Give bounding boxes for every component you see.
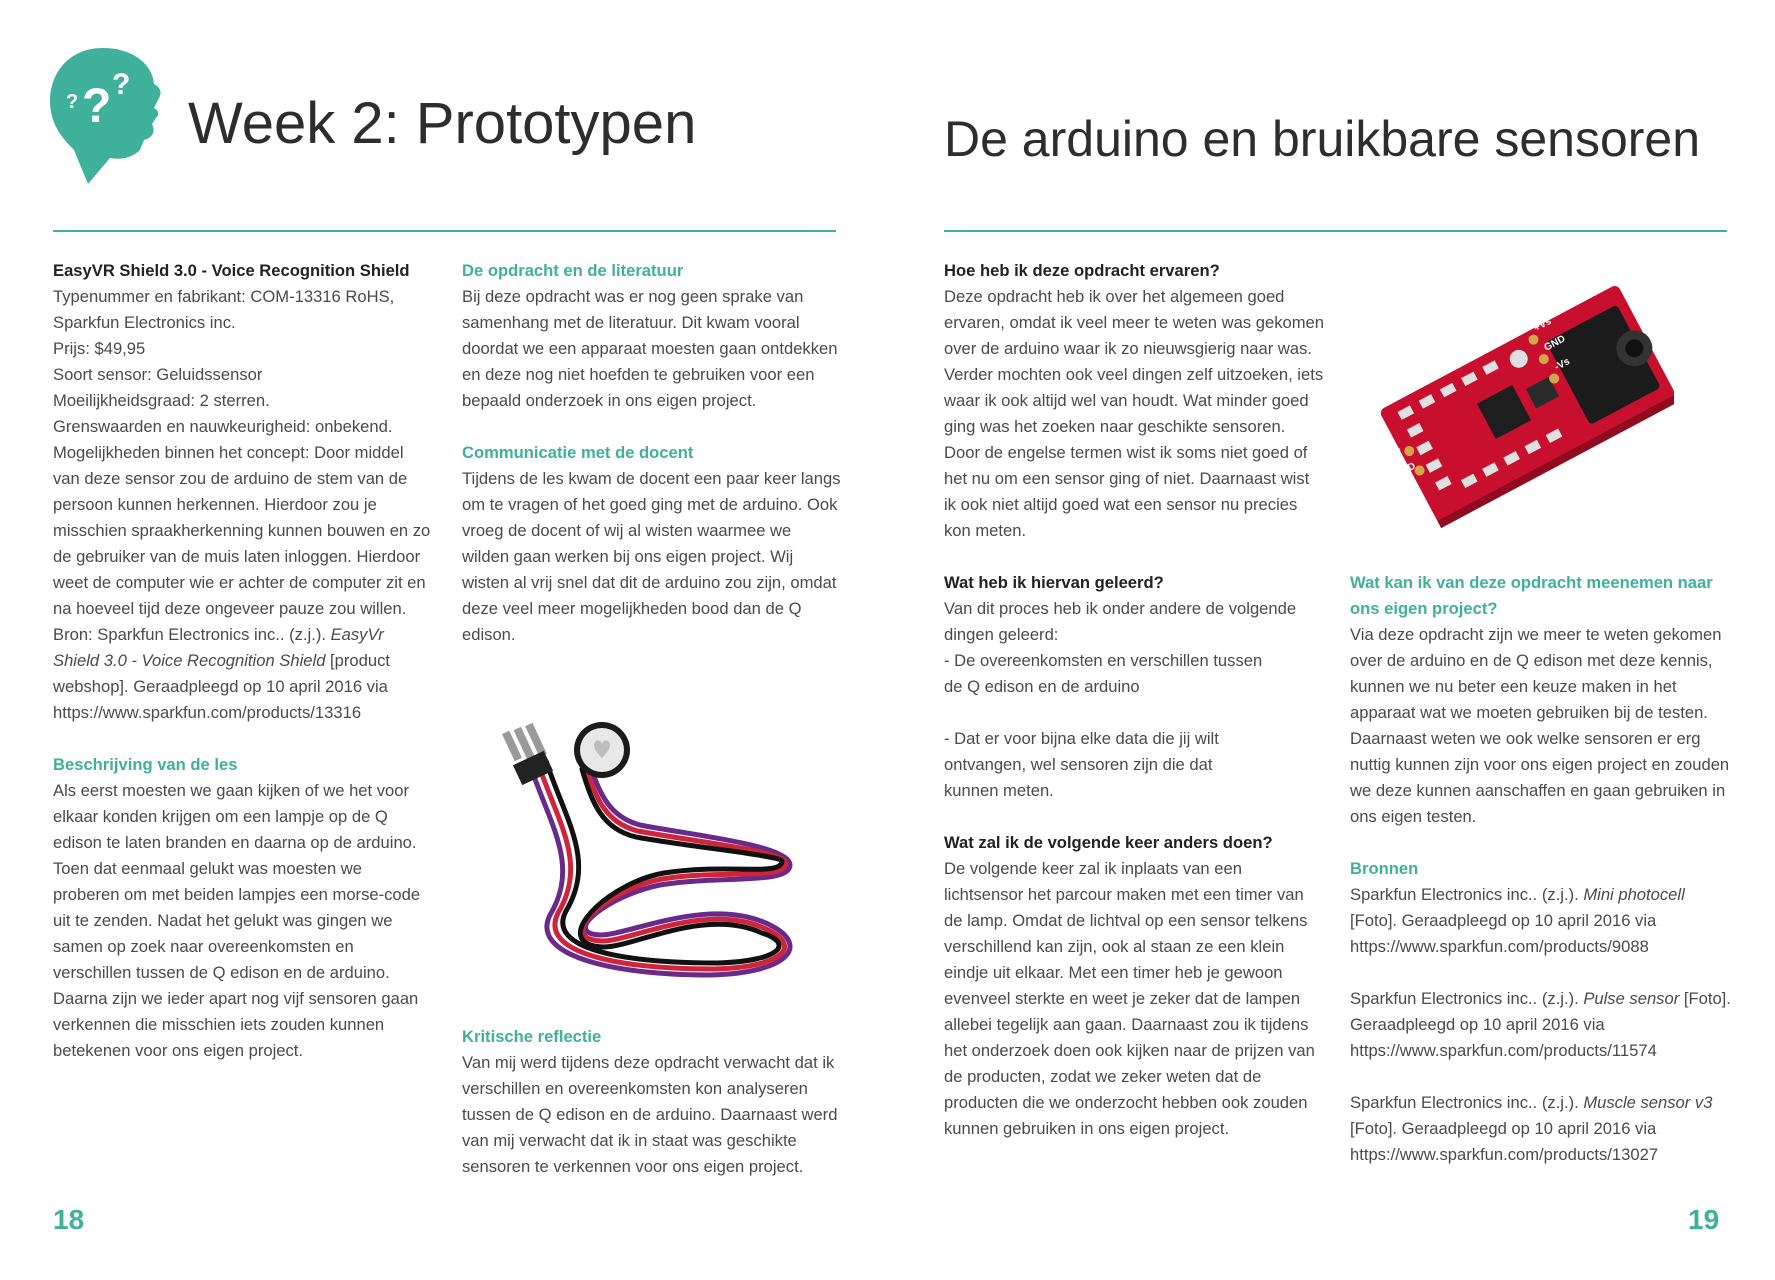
lesson-text: Als eerst moesten we gaan kijken of we het voor elkaar konden krijgen om een lampje op de Q edison te laten branden en daarna op de arduino. Toen dat eenmaal gelukt was moesten we proberen om met beiden lampjes een morse-code uit te zenden. Nadat het gelukt was gingen we samen op zoek naar overeenkomsten en verschillen tussen de Q edison en de arduino. Daarna zijn we ieder apart nog vijf sensoren gaan verkennen die misschien iets zouden kunnen betekenen voor ons eigen project. — [53, 781, 421, 1060]
left-column-2 — [462, 258, 842, 648]
next-time-text: De volgende keer zal ik inplaats van een lichtsensor het parcour maken met een timer van de lamp. Omdat de lichtval op een sensor telkens verschillend kan zijn, ook al staan ze een klein eindje uit elkaar. Met een timer heb je gewoon evenveel sterkte en weet je zeker dat de lampen allebei tegelijk aan gaan. Daarnaast zou ik tijdens het onderzoek doen ook kijken naar de prijzen van de producten, zodat we zeker weten dat de producten die we onderzocht hebben ook zouden kunnen gebruiken in ons eigen project. — [944, 859, 1315, 1138]
pulse-sensor-image — [490, 705, 820, 1005]
assignment-text: Bij deze opdracht was er nog geen sprake van samenhang met de literatuur. Dit kwam vooral doordat we een apparaat moesten gaan ontdekken en deze nog niet hoefden te gebruiken voor een bepaald onderzoek in ons eigen project. — [462, 287, 838, 410]
svg-text:GND: GND — [1392, 460, 1418, 481]
sources-heading: Bronnen — [1350, 859, 1419, 878]
lesson-heading: Beschrijving van de les — [53, 755, 238, 774]
svg-text:+Vs: +Vs — [1532, 315, 1554, 335]
title-divider-left — [53, 230, 836, 232]
left-column-1 — [53, 258, 433, 1064]
reflection-heading: Kritische reflectie — [462, 1027, 602, 1046]
product-specs: Typenummer en fabrikant: COM-13316 RoHS, Sparkfun Electronics inc. Prijs: $49,95 Soort sensor: Geluidssensor Moeilijkheidsgraad: 2 sterren. Grenswaarden en nauwkeurigheid: onbekend. Mogelijkheden binnen het concept: Door middel van deze sensor zou de arduino de stem van de persoon kunnen herkennen. Hierdoor zou je misschien spraakherkenning kunnen bouwen en zo de gebruiker van de muis laten inloggen. Hierdoor weet de computer wie er achter de computer zit en na hoeveel tijd deze ongeveer pauze zou willen. — [53, 287, 431, 618]
page-title-right: De arduino en bruikbare sensoren — [944, 111, 1701, 167]
svg-text:?: ? — [66, 91, 79, 113]
teacher-text: Tijdens de les kwam de docent een paar keer langs om te vragen of het goed ging met de arduino. Ook vroeg de docent of wij al wisten waarmee we wilden gaan werken bij ons eigen project. Wij wisten al vrij snel dat dit de arduino zou zijn, omdat deze veel meer mogelijkheden bood dan de Q edison. — [462, 469, 841, 644]
product-title: EasyVR Shield 3.0 - Voice Recognition Shield — [53, 261, 410, 280]
page-title-left: Week 2: Prototypen — [188, 91, 697, 156]
takeaway-heading: Wat kan ik van deze opdracht meenemen naar ons eigen project? — [1350, 573, 1713, 618]
takeaway-text: Via deze opdracht zijn we meer te weten gekomen over de arduino en de Q edison met deze kennis, kunnen we nu beter een keuze maken in het apparaat wat we moeten gebruiken bij de testen. Daarnaast weten we ook welke sensoren er erg nuttig kunnen zijn voor ons eigen project en zouden we deze kunnen aanschaffen en gaan gebruiken in ons eigen testen. — [1350, 625, 1730, 826]
source-3: Sparkfun Electronics inc.. (z.j.). Muscle sensor v3 [Foto]. Geraadpleegd op 10 april 2016 via https://www.sparkfun.com/products/13027 — [1350, 1093, 1713, 1164]
learned-item-1: - De overeenkomsten en verschillen tussen de Q edison en de arduino — [944, 651, 1263, 696]
right-page — [888, 0, 1775, 1280]
title-divider-right — [944, 230, 1727, 232]
muscle-sensor-image — [1374, 282, 1674, 532]
reflection-text: Van mij werd tijdens deze opdracht verwacht dat ik verschillen en overeenkomsten kon analyseren tussen de Q edison en de arduino. Daarnaast werd van mij verwacht dat ik in staat was geschikte sensoren te verkennen voor ons eigen project. — [462, 1053, 838, 1176]
head-question-icon — [48, 46, 163, 186]
svg-text:-Vs: -Vs — [1552, 356, 1572, 374]
teacher-heading: Communicatie met de docent — [462, 443, 694, 462]
right-column-2 — [1350, 570, 1735, 1168]
source-1: Sparkfun Electronics inc.. (z.j.). Mini photocell [Foto]. Geraadpleegd op 10 april 2016 via https://www.sparkfun.com/products/9088 — [1350, 885, 1685, 956]
reflection-block — [462, 1024, 852, 1180]
product-source: Bron: Sparkfun Electronics inc.. (z.j.). EasyVr Shield 3.0 - Voice Recognition Shield [product webshop]. Geraadpleegd op 10 april 2016 via https://www.sparkfun.com/products/13316 — [53, 625, 391, 722]
right-column-1 — [944, 258, 1324, 1142]
svg-text:GND: GND — [1542, 333, 1568, 354]
learned-heading: Wat heb ik hiervan geleerd? — [944, 573, 1164, 592]
svg-text:?: ? — [112, 68, 131, 101]
next-time-heading: Wat zal ik de volgende keer anders doen? — [944, 833, 1273, 852]
experience-text: Deze opdracht heb ik over het algemeen goed ervaren, omdat ik veel meer te weten was gekomen over de arduino waar ik zo nieuwsgierig naar was. Verder mochten ook veel dingen zelf uitzoeken, iets waar ik ook altijd wel van houdt. Wat minder goed ging was het zoeken naar geschikte sensoren. Door de engelse termen wist ik soms niet goed of het nu om een sensor ging of niet. Daarnaast wist ik ook niet altijd goed wat een sensor nu precies kon meten. — [944, 287, 1324, 540]
svg-text:?: ? — [82, 80, 112, 133]
source-2: Sparkfun Electronics inc.. (z.j.). Pulse sensor [Foto]. Geraadpleegd op 10 april 2016 via https://www.sparkfun.com/products/11574 — [1350, 989, 1731, 1060]
assignment-heading: De opdracht en de literatuur — [462, 261, 684, 280]
svg-text:SIG: SIG — [1382, 443, 1403, 462]
page-number-right: 19 — [1688, 1204, 1720, 1235]
experience-heading: Hoe heb ik deze opdracht ervaren? — [944, 261, 1220, 280]
learned-item-2: - Dat er voor bijna elke data die jij wilt ontvangen, wel sensoren zijn die dat kunnen meten. — [944, 729, 1219, 800]
learned-intro: Van dit proces heb ik onder andere de volgende dingen geleerd: — [944, 599, 1297, 644]
page-number-left: 18 — [53, 1204, 85, 1235]
